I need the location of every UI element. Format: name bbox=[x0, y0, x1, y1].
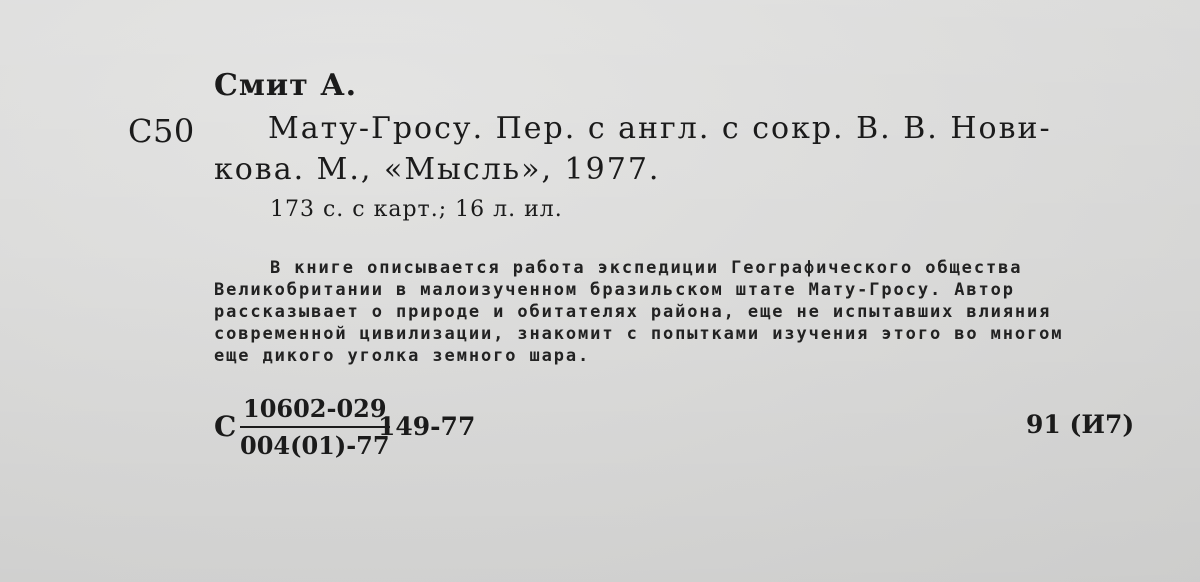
call-number: С50 bbox=[128, 112, 195, 150]
title-line-2: кова. М., «Мысль», 1977. bbox=[214, 152, 661, 187]
annotation-line: рассказывает о природе и обитателях района, еще не испытавших влияния bbox=[214, 302, 1052, 322]
code-letter: С bbox=[214, 410, 237, 443]
annotation bbox=[214, 257, 1134, 367]
fraction-denominator: 004(01)-77 bbox=[240, 431, 390, 460]
physical-description: 173 с. с карт.; 16 л. ил. bbox=[270, 197, 563, 222]
bbk-index: 91 (И7) bbox=[1026, 410, 1135, 439]
annotation-line: современной цивилизации, знакомит с попытками изучения этого во многом bbox=[214, 324, 1064, 344]
publisher-code-fraction bbox=[240, 394, 390, 460]
fraction-numerator: 10602-029 bbox=[240, 394, 390, 428]
annotation-line: В книге описывается работа экспедиции Географического общества bbox=[270, 258, 1023, 278]
tail-code: 149-77 bbox=[378, 412, 476, 441]
annotation-line: Великобритании в малоизученном бразильском штате Мату-Гросу. Автор bbox=[214, 280, 1015, 300]
title-line-1: Мату-Гросу. Пер. с англ. с сокр. В. В. Нови- bbox=[268, 111, 1052, 146]
annotation-line: еще дикого уголка земного шара. bbox=[214, 346, 591, 366]
author-heading: Смит А. bbox=[214, 68, 358, 103]
